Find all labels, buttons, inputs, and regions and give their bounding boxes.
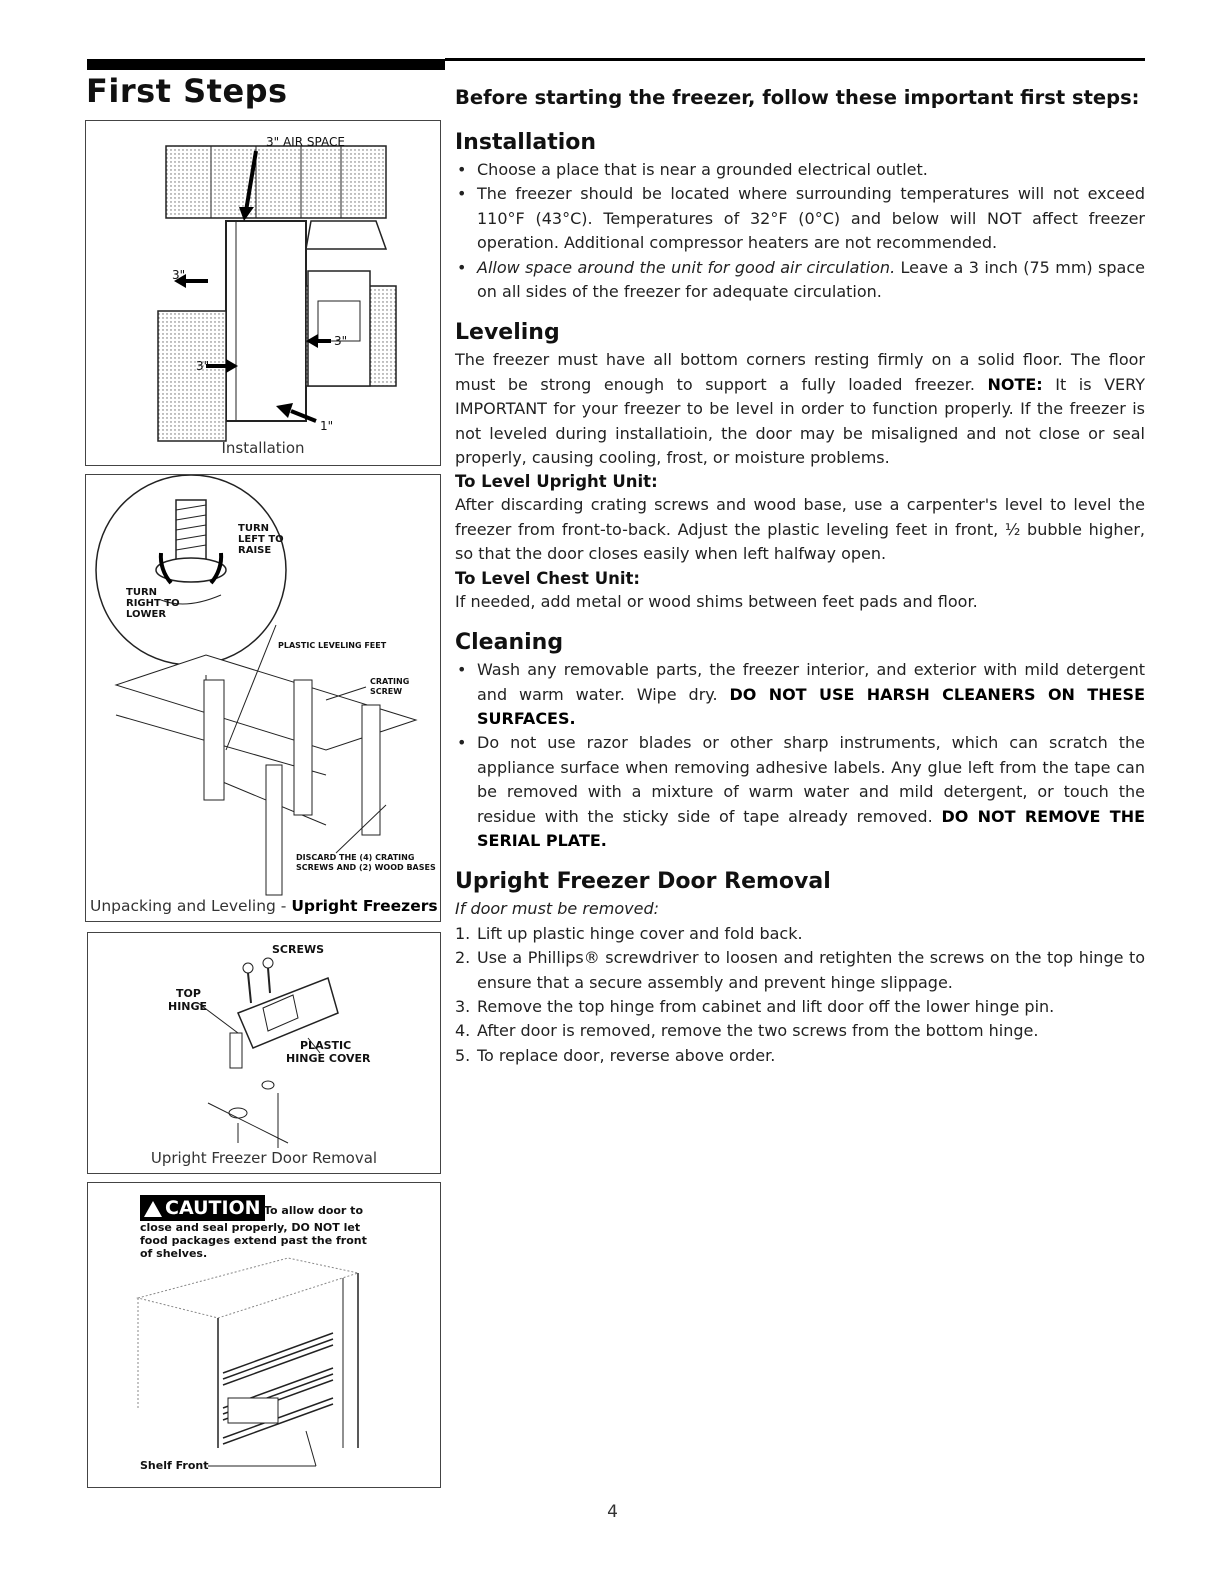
caution-line-3: of shelves. bbox=[140, 1247, 208, 1260]
air-space-label: 3" AIR SPACE bbox=[266, 135, 345, 149]
list-item bbox=[455, 1019, 1145, 1043]
hinge-illustration bbox=[88, 933, 440, 1173]
discard-line-1: DISCARD THE (4) CRATING bbox=[296, 853, 415, 862]
discard-line-2: SCREWS AND (2) WOOD BASES bbox=[296, 863, 436, 872]
turn-left-line-2: LEFT TO bbox=[238, 534, 284, 545]
door-gap-label: 1" bbox=[320, 419, 334, 433]
crating-screw-label bbox=[370, 677, 409, 697]
leveling-paragraph bbox=[455, 348, 1145, 470]
cleaning-section bbox=[455, 628, 1145, 853]
list-item bbox=[455, 731, 1145, 853]
list-item-text: Do not use razor blades or other sharp instruments, which can scratch the appliance surface when removing adhesive labels. Any glue left from the tape can be removed with a mixture of warm water and mild detergent, or touch the residue with the sticky side of tape already removed. bbox=[477, 733, 1145, 826]
leveling-section bbox=[455, 318, 1145, 614]
installation-section bbox=[455, 128, 1145, 304]
caution-figure bbox=[87, 1182, 441, 1488]
list-item bbox=[455, 658, 1145, 731]
cleaning-heading: Cleaning bbox=[455, 630, 564, 656]
warning-text: DO NOT REMOVE THE SERIAL PLATE. bbox=[477, 806, 1146, 850]
list-item bbox=[455, 995, 1145, 1019]
step-number: 1. bbox=[455, 923, 471, 943]
side-gap-label: 3" bbox=[334, 334, 348, 348]
list-item-text: Wash any removable parts, the freezer interior, and exterior with mild detergent and warm water. Wipe dry. bbox=[477, 660, 1145, 704]
door-removal-figure bbox=[87, 932, 441, 1174]
leveling-caption-plain: Unpacking and Leveling - bbox=[90, 897, 292, 915]
turn-right-line-3: LOWER bbox=[126, 609, 167, 620]
turn-right-line-1: TURN bbox=[126, 587, 158, 598]
step-number: 5. bbox=[455, 1045, 471, 1065]
chest-subheading: To Level Chest Unit: bbox=[455, 568, 640, 588]
installation-list bbox=[455, 158, 1145, 304]
list-item: • The freezer should be located where surrounding temperatures will not exceed 110°F (43°C). Temperatures of 32°F (0°C) and below will NOT affect freezer operation. Additional compressor heaters are not recommended. bbox=[455, 182, 1145, 255]
list-item bbox=[455, 946, 1145, 995]
shelf-front-label: Shelf Front bbox=[140, 1459, 209, 1472]
note-label: NOTE: bbox=[987, 374, 1043, 394]
turn-left-label bbox=[238, 523, 284, 556]
leveling-figure bbox=[85, 474, 441, 922]
leveling-caption-bold: Upright Freezers bbox=[291, 897, 438, 915]
installation-figure bbox=[85, 120, 441, 466]
list-item bbox=[455, 922, 1145, 946]
list-item-text: Leave a 3 inch (75 mm) space on all sides of the freezer for adequate circulation. bbox=[477, 257, 1145, 302]
caution-line-2: food packages extend past the front bbox=[140, 1234, 367, 1247]
paragraph-text: It is VERY IMPORTANT for your freezer to be level in order to function properly. If the freezer is not leveled during installatioin, the door may be misaligned and not close or seal properly, causing cooling, frost, or moisture problems. bbox=[455, 374, 1146, 468]
installation-caption: Installation bbox=[221, 439, 305, 457]
hinge-cover-line-2: HINGE COVER bbox=[286, 1052, 371, 1065]
door-removal-caption: Upright Freezer Door Removal bbox=[150, 1149, 378, 1167]
chest-paragraph: If needed, add metal or wood shims between feet pads and floor. bbox=[455, 591, 978, 611]
page-number: 4 bbox=[607, 1502, 618, 1522]
top-hinge-label bbox=[168, 987, 207, 1013]
list-item bbox=[455, 256, 1145, 305]
kitchen-illustration bbox=[86, 121, 440, 465]
paragraph-text: The freezer must have all bottom corners resting firmly on a solid floor. The floor must be strong enough to support a fully loaded freezer. bbox=[455, 350, 1145, 394]
crating-line-2: SCREW bbox=[370, 687, 403, 696]
intro-heading: Before starting the freezer, follow these important first steps: bbox=[455, 86, 1140, 109]
step-number: 3. bbox=[455, 996, 471, 1016]
discard-label bbox=[296, 853, 436, 873]
emphasis-text: Allow space around the unit for good air circulation. bbox=[477, 257, 896, 277]
leveling-feet-label: PLASTIC LEVELING FEET bbox=[278, 641, 387, 650]
turn-left-line-1: TURN bbox=[238, 523, 270, 534]
caution-line-1: close and seal properly, DO NOT let bbox=[140, 1221, 361, 1234]
turn-left-line-3: RAISE bbox=[238, 545, 272, 556]
step-number: 2. bbox=[455, 948, 471, 968]
installation-heading: Installation bbox=[455, 130, 597, 155]
door-removal-heading: Upright Freezer Door Removal bbox=[455, 869, 831, 895]
header-rule-thick bbox=[87, 59, 445, 70]
shelves-illustration bbox=[88, 1183, 440, 1487]
left-gap-label: 3" bbox=[172, 268, 186, 282]
page-title: First Steps bbox=[86, 72, 288, 110]
warning-text: DO NOT USE HARSH CLEANERS ON THESE SURFACES. bbox=[477, 684, 1145, 728]
step-text: Remove the top hinge from cabinet and lift door off the lower hinge pin. bbox=[477, 996, 1055, 1016]
rear-gap-label: 3" bbox=[196, 359, 210, 373]
hinge-cover-line-1: PLASTIC bbox=[300, 1039, 352, 1052]
header-rule-thin bbox=[445, 58, 1145, 61]
top-hinge-line-2: HINGE bbox=[168, 1000, 208, 1013]
leveling-caption bbox=[86, 897, 440, 915]
list-item bbox=[455, 1044, 1145, 1068]
upright-subheading: To Level Upright Unit: bbox=[455, 472, 658, 492]
turn-right-line-2: RIGHT TO bbox=[126, 598, 180, 609]
door-removal-intro-text: If door must be removed: bbox=[455, 899, 659, 919]
crating-line-1: CRATING bbox=[370, 677, 410, 686]
door-removal-intro bbox=[455, 897, 1145, 921]
step-text: To replace door, reverse above order. bbox=[477, 1045, 776, 1065]
caution-lead: To allow door to bbox=[264, 1204, 363, 1217]
door-removal-section bbox=[455, 867, 1145, 1068]
leveling-heading: Leveling bbox=[455, 320, 560, 346]
main-content bbox=[455, 128, 1145, 1082]
step-number: 4. bbox=[455, 1021, 471, 1041]
door-removal-steps bbox=[455, 922, 1145, 1068]
step-text: Lift up plastic hinge cover and fold back. bbox=[477, 923, 803, 943]
screws-label: SCREWS bbox=[272, 943, 325, 956]
step-text: After door is removed, remove the two screws from the bottom hinge. bbox=[477, 1021, 1039, 1041]
top-hinge-line-1: TOP bbox=[176, 987, 201, 1000]
list-item: • Choose a place that is near a grounded electrical outlet. bbox=[455, 158, 1145, 182]
hinge-cover-label bbox=[286, 1039, 371, 1065]
step-text: Use a Phillips® screwdriver to loosen and retighten the screws on the top hinge to ensure that a secure assembly and prevent hinge slippage. bbox=[477, 948, 1145, 992]
cleaning-list bbox=[455, 658, 1145, 853]
upright-paragraph: After discarding crating screws and wood base, use a carpenter's level to level the freezer from front-to-back. Adjust the plastic leveling feet in front, ½ bubble higher, so that the door closes easily when left halfway open. bbox=[455, 495, 1145, 564]
turn-right-label bbox=[126, 587, 180, 620]
caution-badge-text: CAUTION bbox=[165, 1197, 261, 1219]
